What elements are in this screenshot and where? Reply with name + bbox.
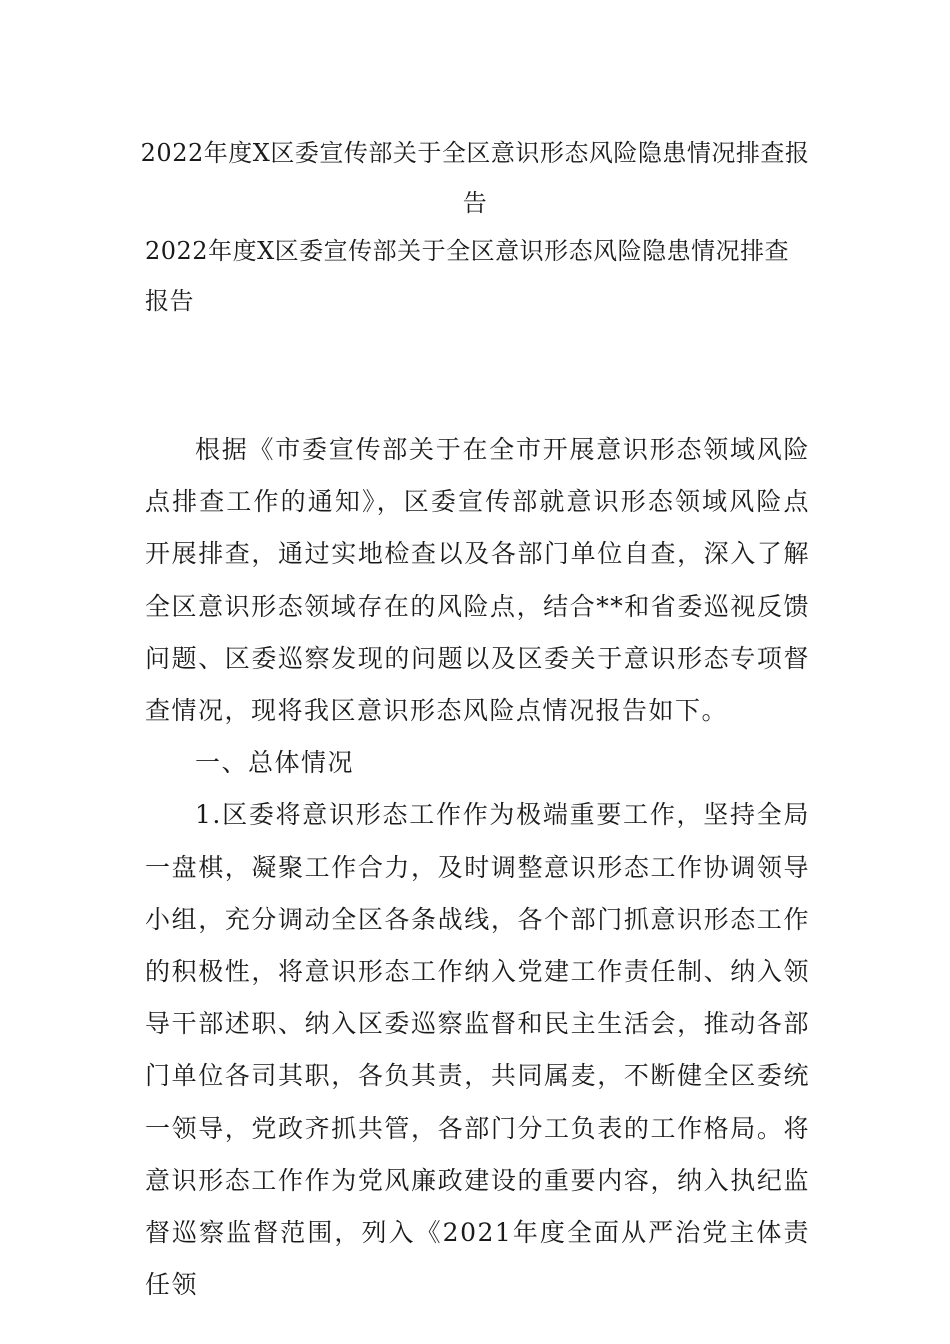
intro-paragraph: 根据《市委宣传部关于在全市开展意识形态领域风险点排查工作的通知》，区委宣传部就意识形态领域风险点开展排查，通过实地检查以及各部门单位自查，深入了解全区意识形态领域存在的风险点，结合**和省委巡视反馈问题、区委巡察发现的问题以及区委关于意识形态专项督查情况，现将我区意识形态风险点情况报告如下。 xyxy=(145,435,810,726)
item-paragraph-1: 1.区委将意识形态工作作为极端重要工作，坚持全局一盘棋，凝聚工作合力，及时调整意识形态工作协调领导小组，充分调动全区各条战线，各个部门抓意识形态工作的积极性，将意识形态工作纳入党建工作责任制、纳入领导干部述职、纳入区委巡察监督和民主生活会，推动各部门单位各司其职，各负其责，共同属麦，不断健全区委统一领导，党政齐抓共管，各部门分工负表的工作格局。将意识形态工作作为党风廉政建设的重要内容，纳入执纪监督巡察监督范围，列入《2021年度全面从严治党主体责任领 xyxy=(145,800,810,1300)
document-title: 2022年度X区委宣传部关于全区意识形态风险隐患情况排查报告 xyxy=(140,139,810,217)
document-body xyxy=(145,424,810,1311)
document-title-repeat: 2022年度X区委宣传部关于全区意识形态风险隐患情况排查报告 xyxy=(145,237,790,315)
section-heading-overview: 一、总体情况 xyxy=(195,748,355,778)
